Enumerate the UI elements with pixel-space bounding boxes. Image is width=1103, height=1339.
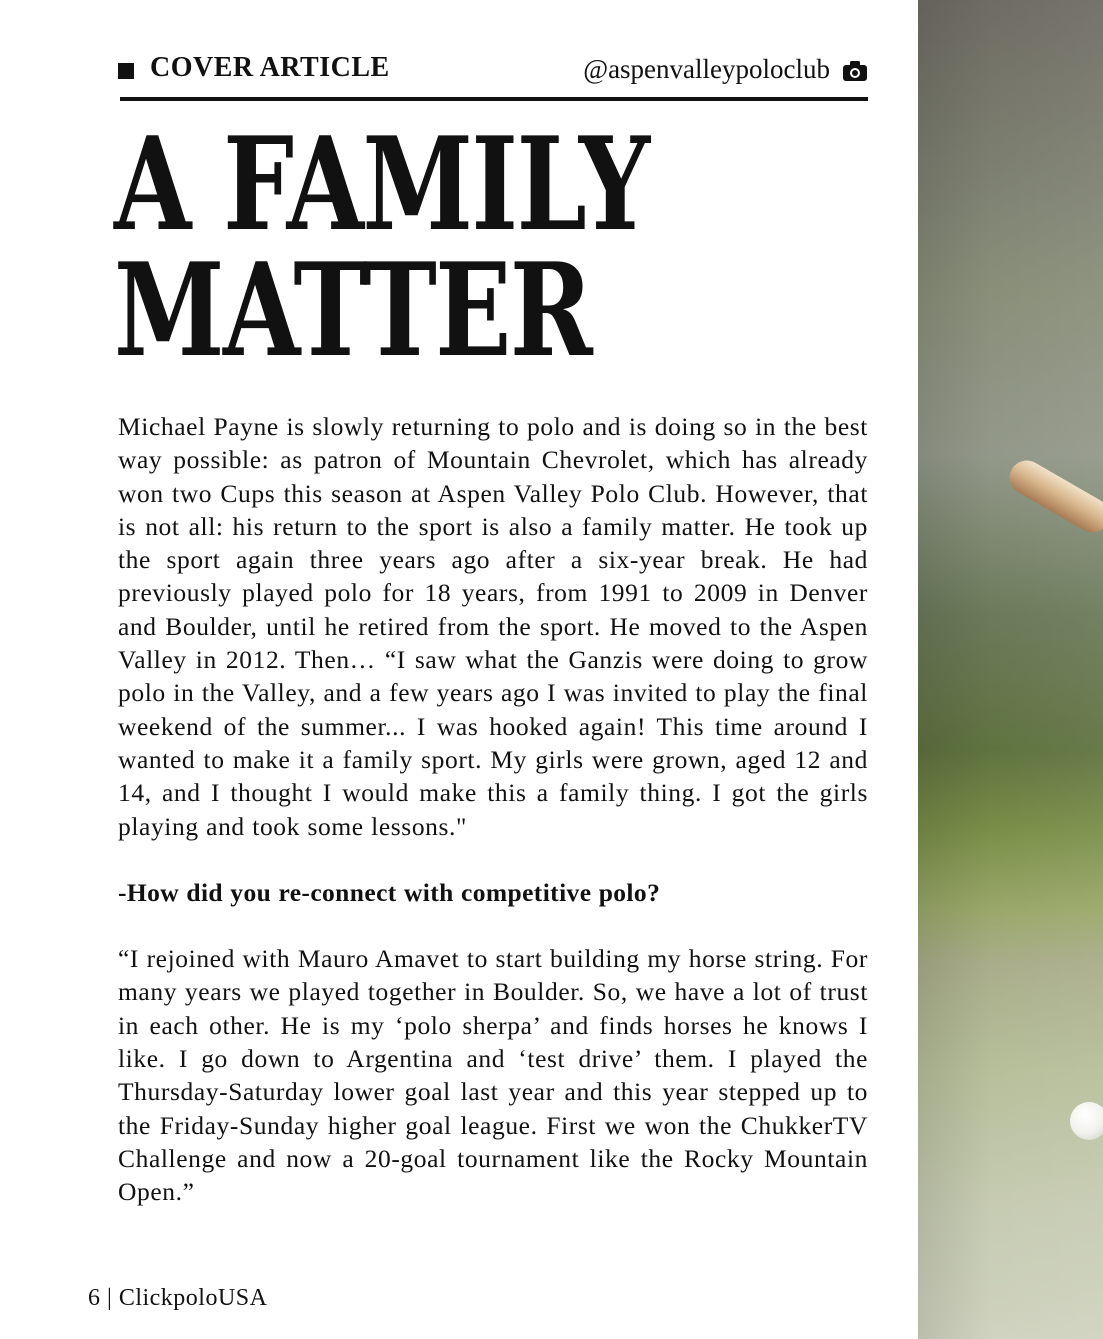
title-line-1: A FAMILY: [114, 110, 649, 260]
page-footer: [88, 1285, 268, 1312]
page-number: 6: [88, 1285, 101, 1311]
article-title: [114, 110, 738, 386]
section-label: COVER ARTICLE: [150, 52, 390, 83]
polo-photo: [918, 0, 1103, 1339]
article-body: [118, 410, 868, 1209]
header-divider: [120, 97, 868, 101]
instagram-handle: @aspenvalleypoloclub: [583, 54, 830, 84]
camera-icon: [842, 60, 868, 82]
interview-question: -How did you re-connect with competitive polo?: [118, 877, 661, 907]
section-square-icon: [118, 63, 134, 79]
article-paragraph-1: Michael Payne is slowly returning to polo and is doing so in the best way possible: as patron of Mountain Chevrolet, which has already won two Cups this season at Aspen Valley Polo Club. However, that is not all: his return to the sport is also a family matter. He took up the sport again three years ago after a six-year break. He had previously played polo for 18 years, from 1991 to 2009 in Denver and Boulder, until he retired from the sport. He moved to the Aspen Valley in 2012. Then… “I saw what the Ganzis were doing to grow polo in the Valley, and a few years ago I was invited to play the final weekend of the summer... I was hooked again! This time around I wanted to make it a family sport. My girls were grown, aged 12 and 14, and I thought I would make this a family thing. I got the girls playing and took some lessons.": [118, 412, 868, 841]
photo-shading: [918, 0, 1103, 1339]
footer-separator: |: [107, 1285, 113, 1311]
polo-ball: [1070, 1102, 1103, 1140]
publication-name: ClickpoloUSA: [118, 1285, 268, 1311]
page-header: [118, 52, 868, 88]
article-paragraph-2: “I rejoined with Mauro Amavet to start building my horse string. For many years we played together in Boulder. So, we have a lot of trust in each other. He is my ‘polo sherpa’ and finds horses he knows I like. I go down to Argentina and ‘test drive’ them. I played the Thursday-Saturday lower goal last year and this year stepped up to the Friday-Sunday higher goal league. First we won the ChukkerTV Challenge and now a 20-goal tournament like the Rocky Mountain Open.”: [118, 944, 868, 1207]
title-line-2: MATTER: [114, 236, 592, 386]
